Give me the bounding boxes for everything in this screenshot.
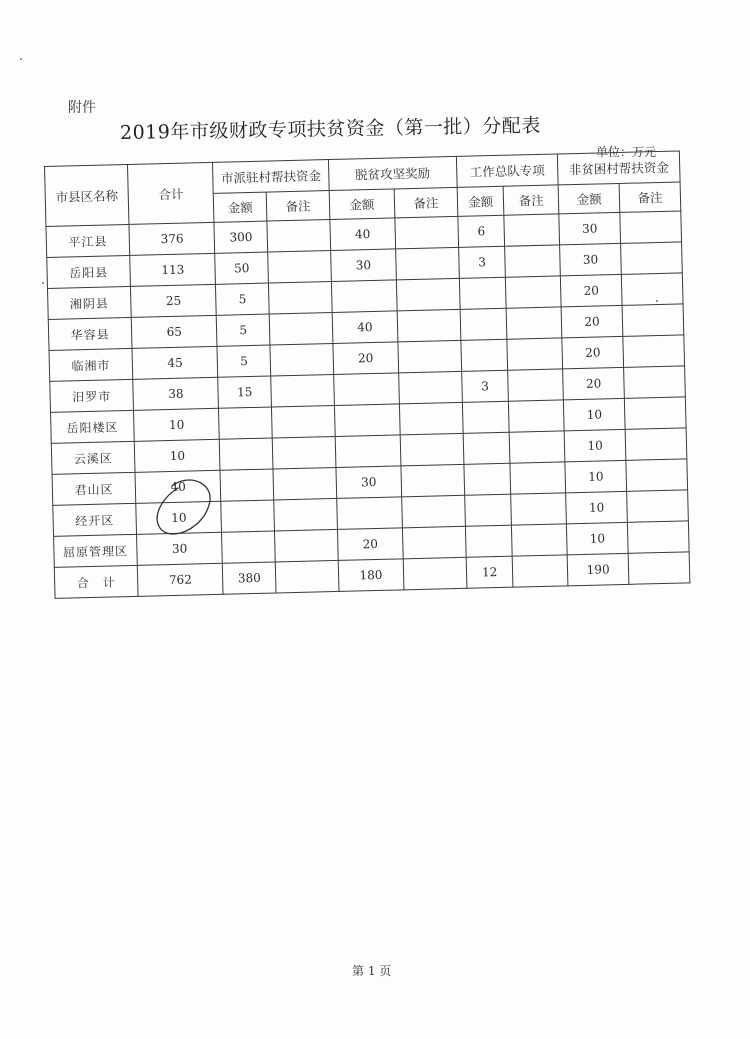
header-group-4: 非贫困村帮扶资金 bbox=[558, 151, 681, 185]
cell-g4-note bbox=[624, 397, 686, 429]
cell-region: 合 计 bbox=[54, 565, 138, 598]
cell-g2-note bbox=[402, 495, 466, 528]
cell-g2-amount bbox=[334, 373, 400, 406]
cell-g1-note bbox=[275, 529, 339, 562]
handwritten-circle-mark bbox=[150, 474, 220, 544]
cell-g1-note bbox=[273, 467, 337, 500]
cell-g4-note bbox=[626, 459, 688, 491]
cell-g3-note bbox=[506, 276, 562, 308]
cell-g3-note bbox=[513, 555, 569, 587]
cell-g2-note bbox=[401, 464, 465, 497]
cell-g1-amount: 15 bbox=[218, 376, 271, 408]
cell-g4-note bbox=[621, 242, 683, 274]
cell-g2-amount: 30 bbox=[336, 466, 402, 499]
cell-g4-note bbox=[628, 552, 690, 584]
cell-total: 45 bbox=[132, 346, 218, 379]
cell-g2-amount: 180 bbox=[338, 559, 404, 592]
cell-g4-note bbox=[622, 304, 684, 336]
cell-g2-amount bbox=[334, 404, 400, 437]
allocation-table-wrapper bbox=[44, 150, 694, 599]
header-g1-amount: 金额 bbox=[214, 192, 267, 222]
cell-region: 君山区 bbox=[52, 472, 136, 505]
cell-g3-amount: 6 bbox=[458, 215, 505, 247]
cell-total: 38 bbox=[133, 377, 219, 410]
header-total: 合计 bbox=[128, 162, 215, 224]
cell-region: 汨罗市 bbox=[50, 379, 134, 412]
scan-speck bbox=[656, 300, 658, 302]
cell-region: 云溪区 bbox=[51, 441, 135, 474]
cell-g4-amount: 10 bbox=[565, 460, 627, 492]
cell-region: 经开区 bbox=[53, 503, 137, 536]
page-number: 第 1 页 bbox=[352, 964, 392, 978]
cell-g2-amount: 30 bbox=[331, 249, 397, 282]
cell-g2-amount bbox=[337, 497, 403, 530]
cell-g1-amount: 5 bbox=[217, 314, 270, 346]
cell-g1-amount: 300 bbox=[214, 221, 267, 253]
cell-g1-amount bbox=[220, 438, 273, 470]
cell-g1-note bbox=[271, 374, 335, 407]
cell-g2-note bbox=[398, 340, 462, 373]
cell-region: 岳阳县 bbox=[47, 255, 131, 288]
cell-g1-note bbox=[272, 405, 336, 438]
cell-g3-amount bbox=[461, 339, 508, 371]
cell-g1-amount bbox=[219, 407, 272, 439]
cell-g4-amount: 10 bbox=[564, 398, 626, 430]
header-group-2: 脱贫攻坚奖励 bbox=[328, 156, 457, 190]
scan-speck bbox=[42, 282, 44, 284]
cell-total: 25 bbox=[131, 284, 217, 317]
header-region: 市县区名称 bbox=[45, 164, 130, 226]
cell-g4-note bbox=[620, 211, 682, 243]
cell-g2-note bbox=[399, 402, 463, 435]
header-g2-note: 备注 bbox=[394, 187, 458, 218]
cell-g1-note bbox=[269, 282, 333, 315]
cell-g3-note bbox=[504, 214, 560, 246]
cell-region: 华容县 bbox=[48, 317, 132, 350]
header-g3-amount: 金额 bbox=[457, 186, 504, 216]
cell-g1-amount: 50 bbox=[215, 252, 268, 284]
page-title: 2019年市级财政专项扶贫资金（第一批）分配表 bbox=[119, 114, 542, 144]
cell-g2-note bbox=[396, 247, 460, 280]
cell-g4-note bbox=[623, 335, 685, 367]
cell-region: 临湘市 bbox=[49, 348, 133, 381]
cell-g4-amount: 10 bbox=[564, 429, 626, 461]
cell-g2-note bbox=[396, 278, 460, 311]
cell-total: 30 bbox=[137, 532, 223, 565]
cell-g3-note bbox=[507, 338, 563, 370]
cell-g2-amount: 40 bbox=[330, 218, 396, 251]
cell-g3-amount: 3 bbox=[458, 246, 505, 278]
cell-g2-note bbox=[403, 557, 467, 590]
cell-total: 10 bbox=[134, 439, 220, 472]
cell-total: 762 bbox=[137, 563, 223, 596]
header-g2-amount: 金额 bbox=[329, 189, 395, 220]
cell-g4-amount: 10 bbox=[567, 522, 629, 554]
cell-g4-note bbox=[627, 490, 689, 522]
attachment-label: 附件 bbox=[68, 100, 96, 116]
cell-region: 岳阳楼区 bbox=[51, 410, 135, 443]
cell-g4-amount: 20 bbox=[563, 367, 625, 399]
cell-g2-amount bbox=[335, 435, 401, 468]
cell-g3-note bbox=[508, 369, 564, 401]
cell-g1-note bbox=[269, 313, 333, 346]
cell-g4-note bbox=[624, 366, 686, 398]
cell-g3-amount bbox=[462, 401, 509, 433]
cell-g2-note bbox=[400, 433, 464, 466]
cell-g2-amount bbox=[331, 280, 397, 313]
cell-g3-amount: 12 bbox=[466, 556, 513, 588]
header-group-1: 市派驻村帮扶资金 bbox=[213, 160, 329, 194]
cell-region: 平江县 bbox=[46, 224, 130, 257]
cell-g3-note bbox=[510, 431, 566, 463]
cell-g2-note bbox=[395, 216, 459, 249]
table-body bbox=[46, 211, 690, 598]
allocation-table bbox=[44, 150, 690, 598]
scan-speck bbox=[20, 58, 22, 60]
cell-g4-amount: 190 bbox=[567, 553, 629, 585]
cell-g3-note bbox=[512, 524, 568, 556]
cell-g4-note bbox=[627, 521, 689, 553]
cell-g3-note bbox=[505, 245, 561, 277]
header-g3-note: 备注 bbox=[504, 185, 559, 215]
cell-g3-amount bbox=[465, 525, 512, 557]
cell-g1-note bbox=[268, 251, 332, 284]
cell-region: 屈原管理区 bbox=[54, 534, 138, 567]
cell-g2-amount: 40 bbox=[332, 311, 398, 344]
cell-g2-amount: 20 bbox=[337, 528, 403, 561]
cell-total: 40 bbox=[135, 470, 221, 503]
header-g4-note: 备注 bbox=[619, 182, 681, 212]
header-g1-note: 备注 bbox=[266, 191, 330, 222]
cell-g1-note bbox=[267, 220, 331, 253]
cell-g1-amount: 5 bbox=[216, 283, 269, 315]
cell-g4-amount: 20 bbox=[562, 336, 624, 368]
cell-total: 65 bbox=[131, 315, 217, 348]
cell-g1-note bbox=[275, 560, 339, 593]
cell-g1-amount bbox=[222, 531, 275, 563]
unit-label: 单位：万元 bbox=[596, 145, 657, 159]
cell-g1-note bbox=[272, 436, 336, 469]
header-group-3: 工作总队专项 bbox=[456, 154, 558, 187]
cell-g3-amount bbox=[464, 463, 511, 495]
cell-g3-note bbox=[511, 493, 567, 525]
cell-g3-amount bbox=[459, 277, 506, 309]
cell-g1-amount: 5 bbox=[217, 345, 270, 377]
cell-total: 10 bbox=[136, 501, 222, 534]
cell-g3-note bbox=[509, 400, 565, 432]
cell-g4-amount: 20 bbox=[561, 305, 623, 337]
cell-total: 113 bbox=[130, 253, 216, 286]
cell-g4-note bbox=[625, 428, 687, 460]
cell-total: 10 bbox=[134, 408, 220, 441]
cell-g4-amount: 30 bbox=[560, 243, 622, 275]
cell-region: 湘阴县 bbox=[47, 286, 131, 319]
cell-g4-amount: 10 bbox=[566, 491, 628, 523]
cell-g3-amount bbox=[460, 308, 507, 340]
cell-g4-amount: 20 bbox=[561, 274, 623, 306]
cell-g1-amount bbox=[221, 500, 274, 532]
cell-g2-amount: 20 bbox=[333, 342, 399, 375]
cell-g3-note bbox=[507, 307, 563, 339]
cell-g3-amount bbox=[463, 432, 510, 464]
cell-g2-note bbox=[402, 526, 466, 559]
cell-g4-note bbox=[621, 273, 683, 305]
cell-g1-amount: 380 bbox=[223, 562, 276, 594]
cell-g1-note bbox=[270, 343, 334, 376]
cell-g2-note bbox=[399, 371, 463, 404]
cell-g1-amount bbox=[220, 469, 273, 501]
cell-total: 376 bbox=[129, 222, 215, 255]
cell-g2-note bbox=[397, 309, 461, 342]
header-g4-amount: 金额 bbox=[558, 183, 620, 213]
cell-g3-note bbox=[510, 462, 566, 494]
cell-g3-amount bbox=[464, 494, 511, 526]
cell-g3-amount: 3 bbox=[461, 370, 508, 402]
cell-g1-note bbox=[274, 498, 338, 531]
cell-g4-amount: 30 bbox=[559, 212, 621, 244]
